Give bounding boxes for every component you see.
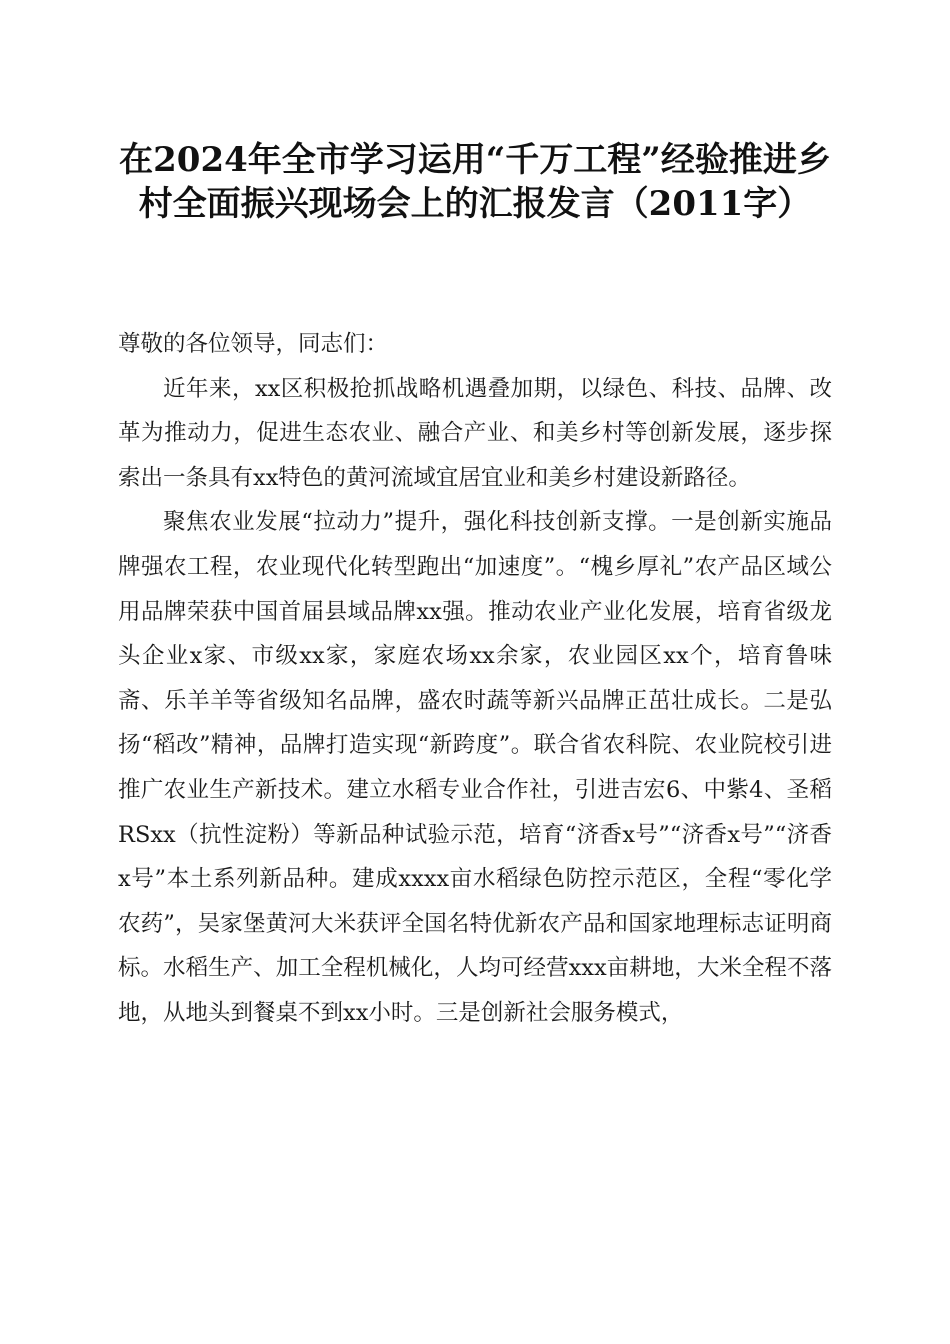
document-body — [118, 322, 832, 1036]
salutation: 尊敬的各位领导，同志们： — [118, 331, 389, 357]
paragraph-intro: 近年来，xx区积极抢抓战略机遇叠加期，以绿色、科技、品牌、改革为推动力，促进生态农业、融合产业、和美乡村等创新发展，逐步探索出一条具有xx特色的黄河流域宜居宜业和美乡村建设新路径。 — [118, 375, 832, 491]
document-title: 在2024年全市学习运用“千万工程”经验推进乡村全面振兴现场会上的汇报发言（2011字） — [119, 140, 831, 224]
paragraph-agriculture: 聚焦农业发展“拉动力”提升，强化科技创新支撑。一是创新实施品牌强农工程，农业现代化转型跑出“加速度”。“槐乡厚礼”农产品区域公用品牌荣获中国首届县域品牌xx强。推动农业产业化发展，培育省级龙头企业x家、市级xx家，家庭农场xx余家，农业园区xx个，培育鲁味斋、乐羊羊等省级知名品牌，盛农时蔬等新兴品牌正茁壮成长。二是弘扬“稻改”精神，品牌打造实现“新跨度”。联合省农科院、农业院校引进推广农业生产新技术。建立水稻专业合作社，引进吉宏6、中紫4、圣稻RSxx（抗性淀粉）等新品种试验示范，培育“济香x号”“济香x号”“济香x号”本土系列新品种。建成xxxx亩水稻绿色防控示范区，全程“零化学农药”，吴家堡黄河大米获评全国名特优新农产品和国家地理标志证明商标。水稻生产、加工全程机械化，人均可经营xxx亩耕地，大米全程不落地，从地头到餐桌不到xx小时。三是创新社会服务模式， — [118, 509, 832, 1026]
